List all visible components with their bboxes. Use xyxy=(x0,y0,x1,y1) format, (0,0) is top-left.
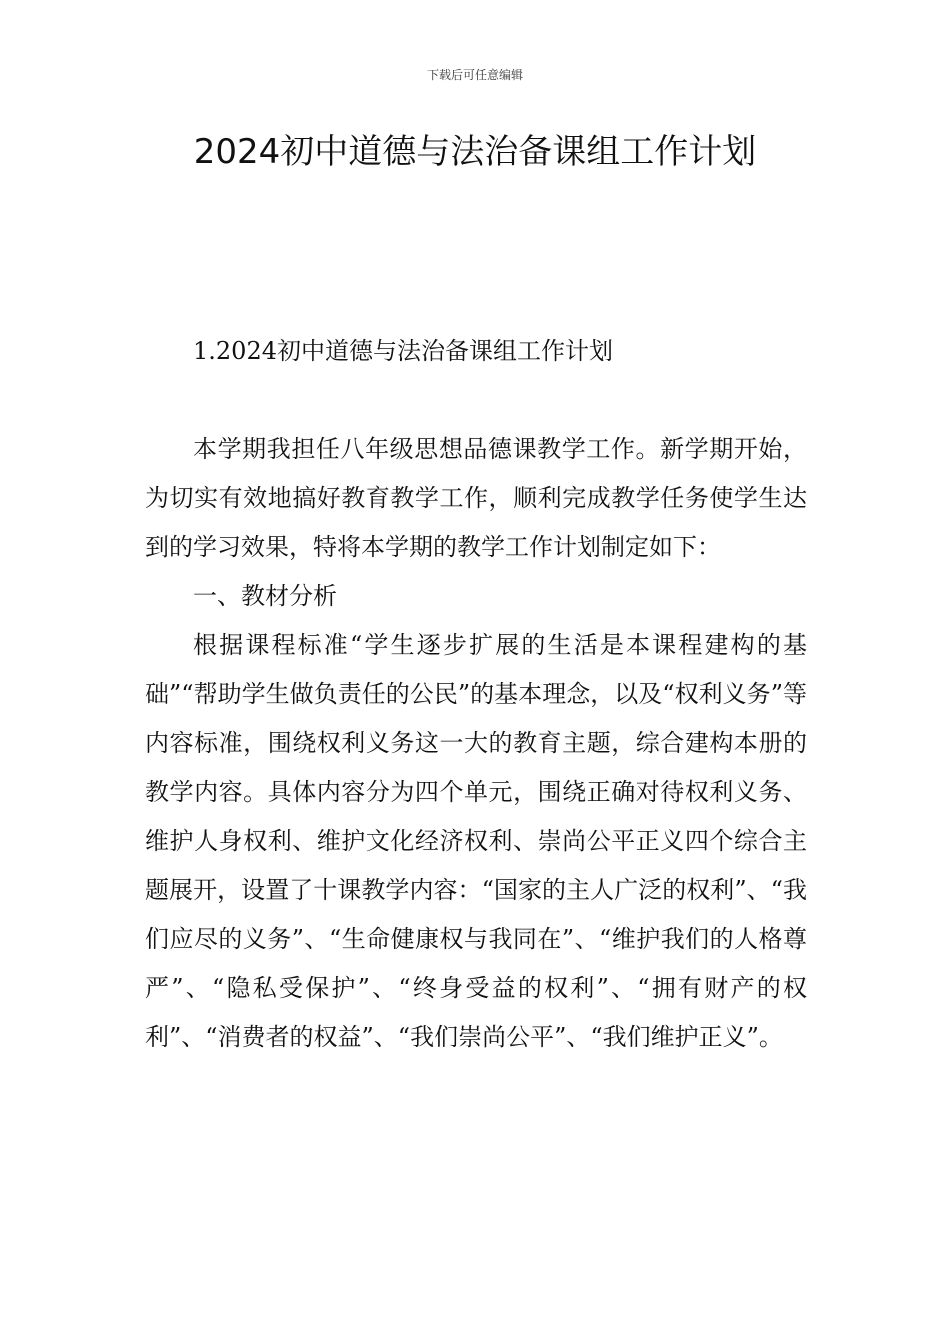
document-body xyxy=(145,327,807,1062)
section-heading-textbook-analysis: 一、教材分析 xyxy=(193,582,337,610)
intro-paragraph: 本学期我担任八年级思想品德课教学工作。新学期开始，为切实有效地搞好教育教学工作，顺利完成教学任务使学生达到的学习效果，特将本学期的教学工作计划制定如下： xyxy=(145,435,807,561)
document-subtitle: 1.2024初中道德与法治备课组工作计划 xyxy=(193,337,613,365)
analysis-paragraph: 根据课程标准“学生逐步扩展的生活是本课程建构的基础”“帮助学生做负责任的公民”的基本理念，以及“权利义务”等内容标准，围绕权利义务这一大的教育主题，综合建构本册的教学内容。具体内容分为四个单元，围绕正确对待权利义务、维护人身权利、维护文化经济权利、崇尚公平正义四个综合主题展开，设置了十课教学内容：“国家的主人广泛的权利”、“我们应尽的义务”、“生命健康权与我同在”、“维护我们的人格尊严”、“隐私受保护”、“终身受益的权利”、“拥有财产的权利”、“消费者的权益”、“我们崇尚公平”、“我们维护正义”。 xyxy=(145,631,807,1051)
header-note: 下载后可任意编辑 xyxy=(426,68,523,82)
document-title: 2024初中道德与法治备课组工作计划 xyxy=(193,132,757,172)
